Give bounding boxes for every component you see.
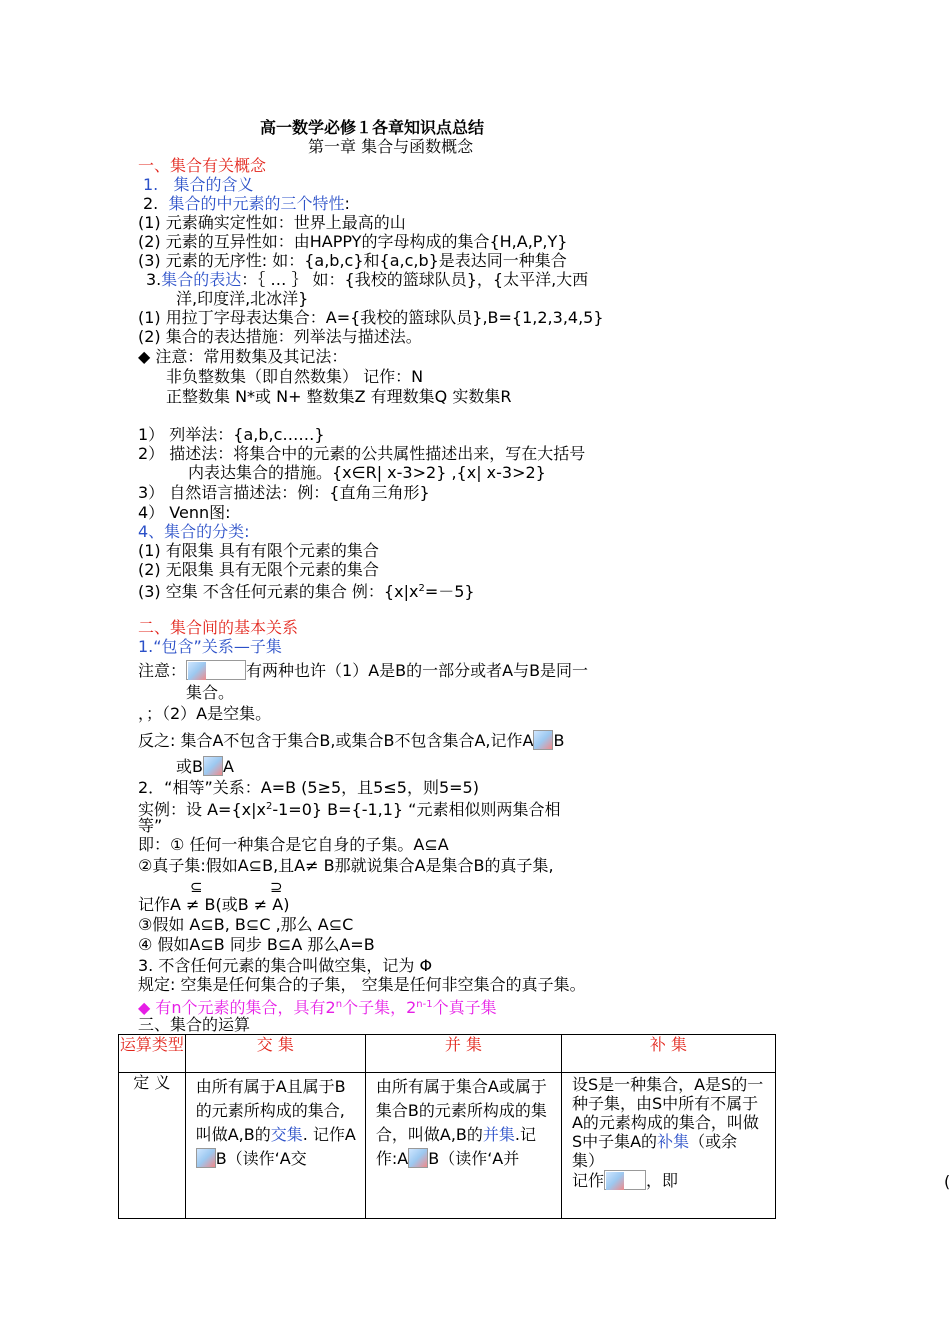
- cut-off-paren: (: [944, 1172, 950, 1191]
- subset-count-text: ◆ 有n个元素的集合，具有2: [138, 998, 336, 1017]
- section-heading-concepts: 一、集合有关概念: [138, 156, 267, 175]
- rule-self-subset: 即：① 任何一种集合是它自身的子集。A⊆A: [138, 835, 449, 854]
- note-subset: [138, 660, 588, 680]
- def-union: [365, 1073, 561, 1219]
- def-text: B（读作‘A交: [215, 1149, 307, 1168]
- subsection-subset: 1.“包含”关系—子集: [138, 637, 282, 656]
- empty-set-def: 3. 不含任何元素的集合叫做空集，记为 Φ: [138, 956, 433, 975]
- not-subset-cont-text: 或B: [176, 757, 203, 776]
- formula-image-icon: [186, 660, 246, 680]
- def-text: . 记作A: [302, 1125, 356, 1144]
- not-subset-text: 反之: 集合A不包含于集合B,或集合B不包含集合A,记作A: [138, 731, 534, 750]
- row-label-definition: [119, 1073, 186, 1219]
- rule-proper-subset: ②真子集:假如A⊆B,且A≠ B那就说集合A是集合B的真子集,: [138, 856, 554, 875]
- method-3: 3） 自然语言描述法：例：{直角三角形}: [138, 483, 430, 502]
- rule-proper-notation: 记作A ≠ B(或B ≠ A): [138, 895, 290, 914]
- class-empty-text: (3) 空集 不含任何元素的集合 例：{x|x: [138, 582, 419, 601]
- superset-symbol: ⊇: [270, 878, 283, 896]
- not-subset-text-end: B: [553, 731, 565, 750]
- property-2: (2) 元素的互异性如：由HAPPY的字母构成的集合{H,A,P,Y}: [138, 232, 568, 251]
- example-line: [138, 797, 560, 819]
- class-finite: (1) 有限集 具有有限个元素的集合: [138, 541, 379, 560]
- formula-image-icon: [604, 1170, 646, 1190]
- example-cont: 等”: [138, 816, 163, 835]
- item-label: 集合的中元素的三个特性: [168, 194, 345, 213]
- def-intersection: [185, 1073, 365, 1219]
- note-label: 注意：: [138, 661, 187, 680]
- superscript: 2: [265, 801, 273, 812]
- superscript: n: [335, 999, 343, 1010]
- page-title: 高一数学必修１各章知识点总结: [260, 118, 485, 137]
- item-text: ：｛ … ｝ 如：{我校的篮球队员}，{太平洋,大西: [241, 270, 589, 289]
- item-label: 集合的含义: [173, 175, 254, 194]
- method-1: 1） 列举法：{a,b,c……}: [138, 425, 325, 444]
- method-2: 2） 描述法：将集合中的元素的公共属性描述出来，写在大括号: [138, 444, 586, 463]
- class-empty: [138, 579, 475, 601]
- method-2-cont: 内表达集合的措施。{x∈R| x-3>2} ,{x| x-3>2}: [188, 463, 546, 482]
- equality-relation: 2．“相等”关系：A=B (5≥5，且5≤5，则5=5): [138, 778, 479, 797]
- item-number: 2.: [143, 194, 159, 213]
- subset-symbol: ⊆: [190, 878, 203, 896]
- def-text: 记作: [571, 1171, 604, 1190]
- natural-numbers: 非负整数集（即自然数集） 记作：N: [166, 367, 424, 386]
- example-text-end: -1=0} B={-1,1} “元素相似则两集合相: [272, 800, 561, 819]
- superscript: 2: [418, 583, 425, 594]
- number-sets-line: 正整数集 N*或 N+ 整数集Z 有理数集Q 实数集R: [166, 387, 512, 406]
- item-label: 集合的表达: [161, 270, 242, 289]
- subset-count-end: 个真子集: [432, 998, 497, 1017]
- section-heading-relations: 二、集合间的基本关系: [138, 618, 299, 637]
- rule-transitive: ③假如 A⊆B, B⊆C ,那么 A⊆C: [138, 915, 354, 934]
- subset-count-mid: 个子集，2: [342, 998, 417, 1017]
- formula-image-icon: [203, 756, 223, 776]
- section-heading-operations: 三、集合的运算: [138, 1015, 251, 1034]
- not-subset-cont-end: A: [222, 757, 234, 776]
- def-term: 补集: [657, 1132, 690, 1151]
- example-text: 实例：设 A={x|x: [138, 800, 266, 819]
- item-properties: [143, 194, 350, 213]
- header-type: 运算类型: [119, 1035, 186, 1073]
- def-text: ，即: [645, 1171, 678, 1190]
- property-1: (1) 元素确实定性如：世界上最高的山: [138, 213, 406, 232]
- note-number-sets: ◆ 注意：常用数集及其记法：: [138, 347, 348, 366]
- rule-equal: ④ 假如A⊆B 同步 B⊆A 那么A=B: [138, 935, 375, 954]
- note-subset-empty: ，；（2）A是空集。: [138, 704, 272, 723]
- method-4: 4） Venn图:: [138, 503, 231, 522]
- empty-set-rule: 规定: 空集是任何集合的子集， 空集是任何非空集合的真子集。: [138, 975, 586, 994]
- def-text: B（读作‘A并: [428, 1149, 520, 1168]
- class-empty-text-end: =－5}: [424, 582, 475, 601]
- def-term: 并集: [482, 1125, 515, 1144]
- header-intersection: 交 集: [185, 1035, 365, 1073]
- superscript: n-1: [416, 999, 433, 1010]
- chapter-title: 第一章 集合与函数概念: [308, 137, 474, 156]
- row-label-text: 定 义: [133, 1073, 171, 1092]
- item-number: 3.: [146, 270, 162, 289]
- def-term: 交集: [270, 1125, 303, 1144]
- classification-heading: 4、集合的分类:: [138, 522, 250, 541]
- repr-2: (2) 集合的表达措施：列举法与描述法。: [138, 327, 422, 346]
- def-text: （或余集）: [571, 1132, 738, 1170]
- repr-1: (1) 用拉丁字母表达集合：A={我校的篮球队员},B={1,2,3,4,5}: [138, 308, 604, 327]
- note-text: 有两种也许（1）A是B的一部分或者A与B是同一: [246, 661, 589, 680]
- not-subset-line: [138, 730, 564, 750]
- formula-image-icon: [408, 1148, 428, 1168]
- header-complement: 补 集: [561, 1035, 775, 1073]
- item-representation: [146, 270, 588, 289]
- class-infinite: (2) 无限集 具有无限个元素的集合: [138, 560, 379, 579]
- table-row-definition: [119, 1073, 776, 1219]
- def-text: 由所有属于集合A或属于集合B的元素所构成的集合，叫做A,B的: [375, 1077, 547, 1144]
- colon: :: [344, 194, 350, 213]
- note-subset-cont: 集合。: [186, 683, 235, 702]
- def-text: 设S是一种集合，A是S的一种子集，由S中所有不属于A的元素构成的集合，叫做S中子集A的: [571, 1075, 764, 1151]
- def-complement: [561, 1073, 775, 1219]
- item-representation-cont: 洋,印度洋,北冰洋}: [176, 289, 309, 308]
- not-subset-cont: [176, 756, 234, 776]
- def-text: 由所有属于A且属于B的元素所构成的集合,叫做A,B的: [195, 1077, 346, 1144]
- def-text: .记作:A: [375, 1125, 536, 1168]
- item-number: 1.: [143, 175, 159, 194]
- item-meaning: [143, 175, 254, 194]
- subset-count: [138, 995, 497, 1017]
- formula-image-icon: [533, 730, 553, 750]
- header-union: 并 集: [365, 1035, 561, 1073]
- operations-table: [118, 1034, 776, 1219]
- table-header-row: [119, 1035, 776, 1073]
- property-3: (3) 元素的无序性: 如：{a,b,c}和{a,c,b}是表达同一种集合: [138, 251, 567, 270]
- formula-image-icon: [196, 1148, 216, 1168]
